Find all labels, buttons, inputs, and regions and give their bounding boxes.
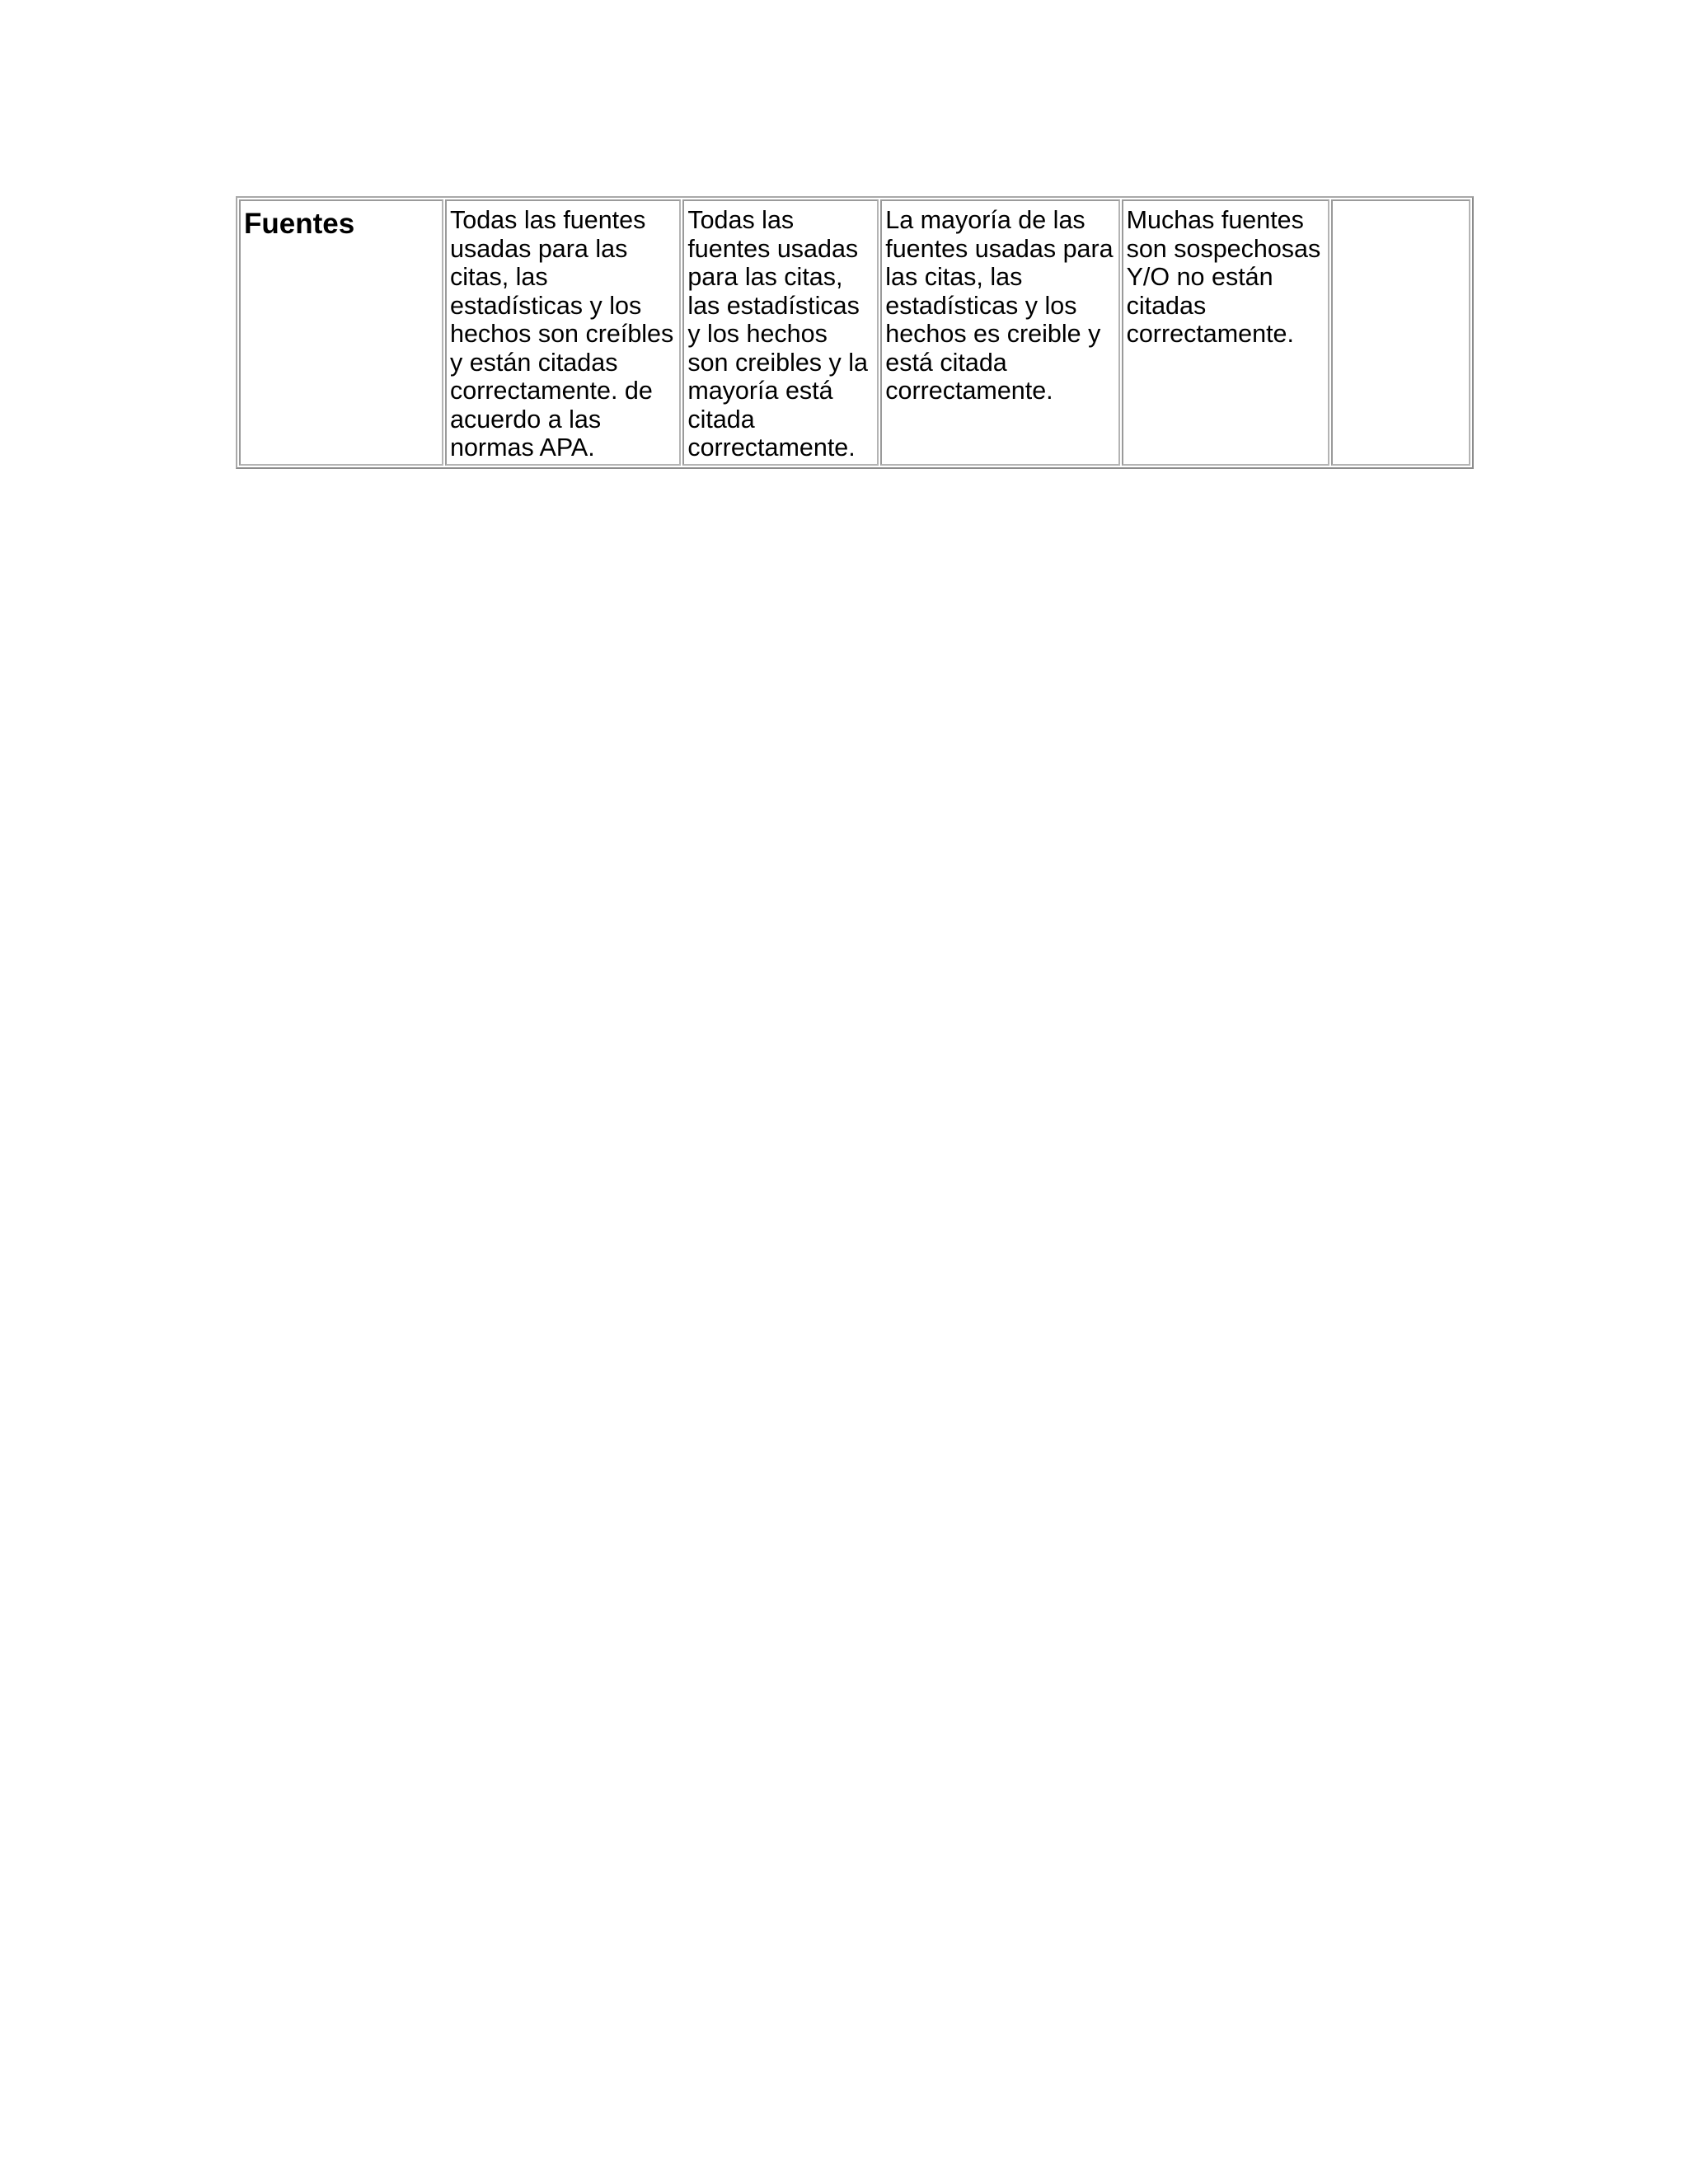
- rubric-table: [236, 196, 1474, 469]
- level-cell-4: Muchas fuentes son sospechosas Y/O no están citadas correctamente.: [1122, 199, 1329, 466]
- level-cell-1: Todas las fuentes usadas para las citas, las estadísticas y los hechos son creíbles y están citadas correctamente. de acuerdo a las normas APA.: [445, 199, 681, 466]
- level-cell-2: Todas las fuentes usadas para las citas, las estadísticas y los hechos son creibles y la mayoría está citada correctamente.: [682, 199, 879, 466]
- score-cell: [1331, 199, 1470, 466]
- criterion-cell: Fuentes: [239, 199, 443, 466]
- level-cell-3: La mayoría de las fuentes usadas para las citas, las estadísticas y los hechos es creible y está citada correctamente.: [880, 199, 1119, 466]
- rubric-row-fuentes: [239, 199, 1470, 466]
